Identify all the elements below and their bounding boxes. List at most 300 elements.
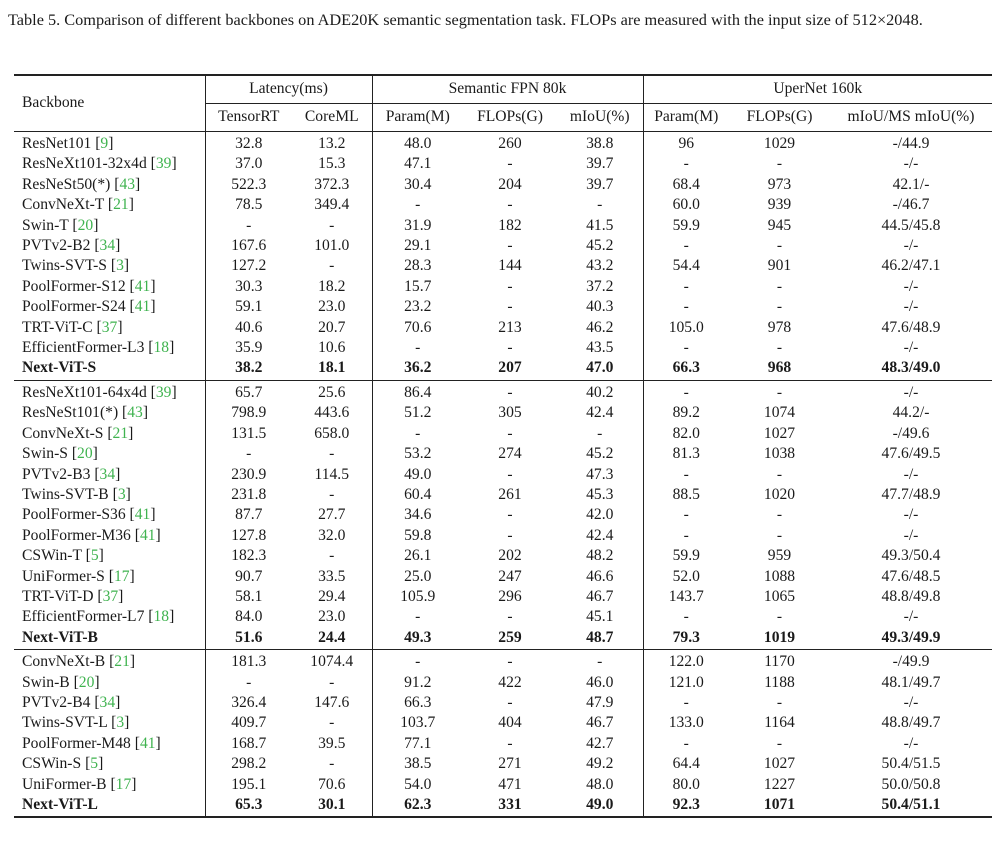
value-cell: 127.8 [205, 526, 292, 546]
value-cell: -/44.9 [892, 135, 930, 152]
value-cell: 45.3 [586, 485, 614, 503]
value-cell: 30.4 [372, 175, 463, 195]
citation-link[interactable]: 41 [139, 734, 156, 752]
value-cell: 105.9 [372, 587, 463, 607]
value-cell: 40.3 [586, 298, 614, 316]
backbone-name-cell: ConvNeXt-S [21] [22, 424, 134, 442]
value-cell: - [372, 195, 463, 215]
backbone-name-cell: Twins-SVT-S [3] [22, 257, 130, 275]
backbone-name-cell: TRT-ViT-D [37] [22, 587, 124, 605]
value-cell: 25.6 [292, 380, 372, 403]
comparison-table [14, 74, 992, 818]
value-cell: 26.1 [372, 546, 463, 566]
value-cell: - [729, 380, 830, 403]
value-cell: 28.3 [372, 256, 463, 276]
value-cell: 50.4/51.1 [830, 795, 992, 817]
value-cell: 52.0 [643, 567, 729, 587]
citation-link[interactable]: 41 [134, 277, 151, 295]
value-cell: 959 [767, 547, 792, 565]
value-cell: - [776, 506, 783, 524]
value-cell: 68.4 [643, 175, 729, 195]
value-cell: 34.6 [372, 505, 463, 525]
value-cell: - [463, 380, 557, 403]
value-cell: -/- [903, 693, 919, 711]
value-cell: 105.0 [643, 318, 729, 338]
value-cell: - [643, 607, 729, 627]
value-cell: - [643, 734, 729, 754]
column-header: mIoU(%) [557, 104, 643, 132]
value-cell: 29.4 [318, 587, 346, 605]
value-cell: 27.7 [318, 506, 346, 524]
table-row [14, 526, 992, 546]
value-cell: - [205, 673, 292, 693]
value-cell: 96 [643, 132, 729, 155]
backbone-name: Twins-SVT-L [22, 714, 108, 732]
citation-link[interactable]: 18 [153, 339, 170, 357]
value-cell: - [507, 526, 513, 544]
backbone-name: EfficientFormer-L7 [22, 608, 145, 626]
value-cell: 127.2 [205, 256, 292, 276]
value-cell: 37.0 [205, 154, 292, 174]
value-cell: 64.4 [643, 754, 729, 774]
backbone-name: EfficientFormer-L3 [22, 339, 145, 357]
backbone-name: ResNeSt101(*) [22, 404, 119, 422]
backbone-name: Twins-SVT-S [22, 257, 107, 275]
group-header-semantic-fpn: Semantic FPN 80k [372, 75, 643, 104]
value-cell: 35.9 [205, 338, 292, 358]
value-cell: 87.7 [205, 505, 292, 525]
value-cell: 101.0 [314, 237, 350, 255]
backbone-name-cell [14, 628, 205, 650]
value-cell: 70.6 [318, 775, 346, 793]
citation-link[interactable]: 34 [99, 465, 116, 483]
value-cell: 54.4 [643, 256, 729, 276]
table-row [14, 358, 992, 380]
value-cell: 89.2 [643, 403, 729, 423]
backbone-name-cell: ConvNeXt-T [21] [22, 196, 134, 214]
value-cell: - [372, 424, 463, 444]
backbone-name: PVTv2-B4 [22, 693, 91, 711]
value-cell: 114.5 [314, 465, 349, 483]
value-cell: 372.3 [314, 175, 350, 193]
value-cell: 144 [498, 257, 522, 275]
table-row [14, 424, 992, 444]
backbone-name-cell: PVTv2-B3 [34] [22, 465, 121, 483]
value-cell: 122.0 [643, 650, 729, 673]
table-row [14, 505, 992, 525]
value-cell: 1038 [763, 445, 796, 463]
table-row [14, 465, 992, 485]
value-cell: 47.6/48.5 [881, 567, 941, 585]
table-row [14, 734, 992, 754]
value-cell: -/- [903, 734, 919, 752]
citation-link[interactable]: 9 [100, 135, 109, 152]
value-cell: 182.3 [205, 546, 292, 566]
column-header: Param(M) [372, 104, 463, 132]
citation-link[interactable]: 21 [114, 653, 130, 671]
citation-link[interactable]: 20 [78, 673, 95, 691]
citation-link[interactable]: 34 [99, 693, 116, 711]
value-cell: - [776, 277, 783, 295]
value-cell: 42.0 [586, 506, 614, 524]
value-cell: 51.6 [205, 628, 292, 650]
value-cell: 86.4 [372, 380, 463, 403]
value-cell: 404 [498, 714, 522, 732]
backbone-name-cell: ResNeXt101-64x4d [39] [14, 380, 205, 403]
value-cell: 49.2 [586, 755, 614, 773]
table-row [14, 485, 992, 505]
value-cell: 77.1 [372, 734, 463, 754]
backbone-name-cell: EfficientFormer-L7 [18] [22, 608, 175, 626]
value-cell: 274 [498, 445, 522, 463]
value-cell: 65.7 [205, 380, 292, 403]
value-cell: 45.1 [586, 608, 614, 626]
value-cell: 147.6 [314, 693, 350, 711]
value-cell: 20.7 [318, 318, 346, 336]
backbone-name: Next-ViT-L [22, 796, 98, 813]
value-cell: 167.6 [205, 236, 292, 256]
value-cell: 131.5 [205, 424, 292, 444]
table-row [14, 132, 992, 155]
value-cell: 1027 [763, 755, 796, 773]
value-cell: -/- [903, 237, 919, 255]
value-cell: - [776, 237, 783, 255]
table-row [14, 693, 992, 713]
citation-link[interactable]: 37 [101, 318, 118, 336]
table-row [14, 380, 992, 403]
value-cell: -/- [830, 380, 992, 403]
citation-link[interactable]: 3 [116, 257, 124, 275]
value-cell: 47.6/49.5 [881, 445, 941, 463]
value-cell: 79.3 [643, 628, 729, 650]
value-cell: 18.2 [318, 277, 346, 295]
value-cell: 49.3/49.9 [881, 628, 941, 646]
value-cell: 47.6/48.9 [881, 318, 941, 336]
backbone-name: CSWin-T [22, 547, 82, 565]
value-cell: - [507, 237, 513, 255]
value-cell: - [643, 465, 729, 485]
table-row [14, 175, 992, 195]
backbone-name: TRT-ViT-D [22, 587, 94, 605]
table-row [14, 650, 992, 673]
backbone-name: UniFormer-B [22, 775, 107, 793]
value-cell: - [507, 424, 513, 442]
value-cell: - [643, 236, 729, 256]
value-cell: - [329, 755, 335, 773]
citation-link[interactable]: 20 [77, 216, 94, 234]
value-cell: 471 [498, 775, 522, 793]
column-header: CoreML [292, 104, 372, 132]
value-cell: - [329, 714, 335, 732]
value-cell: 182 [498, 216, 522, 234]
backbone-name-cell: TRT-ViT-C [37] [22, 318, 123, 336]
value-cell: - [507, 693, 513, 711]
citation-link[interactable]: 43 [119, 175, 136, 193]
value-cell: 49.0 [557, 795, 643, 817]
citation-link[interactable]: 41 [134, 298, 151, 316]
table-row [14, 338, 992, 358]
value-cell: 409.7 [205, 713, 292, 733]
citation-link[interactable]: 43 [127, 404, 143, 422]
backbone-name-cell: PoolFormer-S24 [41] [22, 298, 156, 316]
value-cell: - [372, 650, 463, 673]
value-cell: 945 [767, 216, 792, 234]
table-row [14, 587, 992, 607]
value-cell: - [205, 216, 292, 236]
backbone-name-cell: PoolFormer-S12 [41] [22, 277, 156, 295]
citation-link[interactable]: 5 [90, 755, 99, 773]
backbone-name-cell: PoolFormer-S36 [41] [22, 506, 156, 524]
value-cell: 45.2 [586, 445, 614, 463]
value-cell: 658.0 [314, 424, 350, 442]
table-row [14, 775, 992, 795]
value-cell: 42.4 [586, 526, 614, 544]
value-cell: 88.5 [643, 485, 729, 505]
backbone-header: Backbone [14, 75, 205, 132]
value-cell: -/- [903, 526, 919, 544]
value-cell: 195.1 [205, 775, 292, 795]
backbone-name: ResNeXt101-64x4d [22, 383, 147, 401]
citation-link[interactable]: 39 [155, 155, 172, 173]
value-cell: 247 [498, 567, 522, 585]
value-cell: 84.0 [205, 607, 292, 627]
value-cell: - [507, 734, 513, 752]
value-cell: 46.7 [586, 714, 614, 732]
citation-link[interactable]: 20 [77, 445, 93, 463]
citation-link[interactable]: 34 [99, 237, 116, 255]
value-cell: 1227 [763, 775, 796, 793]
table-row [14, 444, 992, 464]
value-cell: - [597, 196, 603, 214]
backbone-name-cell: PVTv2-B4 [34] [22, 693, 121, 711]
value-cell: 41.5 [586, 216, 614, 234]
column-header: Param(M) [643, 104, 729, 132]
value-cell: 331 [463, 795, 557, 817]
backbone-name: Next-ViT-B [22, 628, 98, 646]
backbone-name: ResNeSt50(*) [22, 175, 111, 193]
backbone-name-cell: Twins-SVT-L [3] [22, 714, 130, 732]
backbone-name-cell [14, 358, 205, 380]
value-cell: - [643, 154, 729, 174]
table-row [14, 195, 992, 215]
value-cell: 70.6 [372, 318, 463, 338]
value-cell: 1020 [763, 485, 796, 503]
citation-link[interactable]: 17 [115, 775, 132, 793]
value-cell: -/46.7 [892, 196, 930, 214]
value-cell: 36.2 [372, 358, 463, 380]
value-cell: 1027 [763, 424, 796, 442]
value-cell: 1019 [763, 628, 796, 646]
value-cell: 231.8 [205, 485, 292, 505]
value-cell: 1071 [729, 795, 830, 817]
value-cell: - [329, 216, 335, 234]
column-header: TensorRT [205, 104, 292, 132]
value-cell: 349.4 [314, 196, 350, 214]
value-cell: 15.7 [372, 277, 463, 297]
value-cell: 305 [498, 404, 522, 422]
table-row [14, 607, 992, 627]
value-cell: - [776, 526, 783, 544]
backbone-name-cell: Swin-B [20] [22, 673, 100, 691]
value-cell: 326.4 [205, 693, 292, 713]
value-cell: 1074.4 [292, 650, 372, 673]
value-cell: 901 [767, 257, 792, 275]
citation-link[interactable]: 41 [139, 526, 156, 544]
table-row [14, 795, 992, 817]
value-cell: 46.2/47.1 [881, 257, 941, 275]
value-cell: 103.7 [372, 713, 463, 733]
value-cell: 133.0 [643, 713, 729, 733]
value-cell: - [597, 424, 603, 442]
value-cell: 259 [498, 628, 522, 646]
value-cell: - [507, 506, 513, 524]
value-cell: - [463, 650, 557, 673]
backbone-name-cell: ResNeSt50(*) [43] [22, 175, 141, 193]
value-cell: 42.4 [586, 404, 614, 422]
backbone-name: UniFormer-S [22, 567, 105, 585]
table-row [14, 673, 992, 693]
citation-link[interactable]: 18 [153, 608, 170, 626]
value-cell: 39.7 [586, 175, 614, 193]
value-cell: 13.2 [318, 135, 346, 152]
table-group-large [14, 650, 992, 818]
value-cell: 1088 [763, 567, 796, 585]
backbone-name: Twins-SVT-B [22, 485, 109, 503]
value-cell: 32.8 [205, 132, 292, 155]
value-cell: 46.6 [586, 567, 614, 585]
table-row [14, 256, 992, 276]
citation-link[interactable]: 5 [90, 547, 99, 565]
value-cell: 207 [498, 359, 522, 377]
value-cell: 58.1 [205, 587, 292, 607]
value-cell: 939 [767, 196, 792, 214]
value-cell: - [643, 277, 729, 297]
backbone-name: Next-ViT-S [22, 359, 97, 377]
value-cell: 24.4 [318, 628, 346, 646]
column-header: FLOPs(G) [463, 104, 557, 132]
backbone-name-cell: UniFormer-B [17] [22, 775, 137, 793]
value-cell: 31.9 [372, 216, 463, 236]
backbone-name: TRT-ViT-C [22, 318, 93, 336]
citation-link[interactable]: 3 [116, 714, 125, 732]
value-cell: 48.3/49.0 [881, 359, 941, 377]
value-cell: -/49.6 [892, 424, 930, 442]
value-cell: 78.5 [205, 195, 292, 215]
citation-link[interactable]: 41 [134, 506, 151, 524]
value-cell: 48.2 [586, 547, 614, 565]
value-cell: 48.7 [586, 628, 614, 646]
value-cell: 39.7 [586, 155, 614, 173]
value-cell: -/- [903, 465, 919, 483]
backbone-name: PoolFormer-S12 [22, 277, 126, 295]
value-cell: 43.5 [586, 339, 614, 357]
column-header: FLOPs(G) [729, 104, 830, 132]
citation-link[interactable]: 21 [113, 196, 129, 214]
table-group-small [14, 132, 992, 381]
value-cell: - [205, 444, 292, 464]
value-cell: 65.3 [205, 795, 292, 817]
value-cell: 45.2 [586, 237, 614, 255]
backbone-name-cell: EfficientFormer-L3 [18] [22, 339, 175, 357]
value-cell: 23.0 [318, 298, 346, 316]
table-row [14, 297, 992, 317]
value-cell: 81.3 [643, 444, 729, 464]
citation-link[interactable]: 39 [155, 383, 172, 401]
value-cell: - [507, 277, 513, 295]
value-cell: -/- [903, 608, 919, 626]
backbone-name: PoolFormer-S24 [22, 298, 126, 316]
value-cell: 1065 [763, 587, 796, 605]
value-cell: - [776, 339, 783, 357]
value-cell: - [329, 445, 335, 463]
backbone-name-cell: PoolFormer-M36 [41] [22, 526, 161, 544]
value-cell: - [329, 673, 335, 691]
value-cell: - [776, 734, 783, 752]
value-cell: 30.1 [292, 795, 372, 817]
table-row [14, 713, 992, 733]
value-cell: 260 [498, 135, 522, 152]
table-row [14, 754, 992, 774]
backbone-name: PoolFormer-S36 [22, 506, 126, 524]
table-row [14, 154, 992, 174]
value-cell: 978 [767, 318, 792, 336]
citation-link[interactable]: 37 [102, 587, 119, 605]
value-cell: 18.1 [318, 359, 346, 377]
value-cell: 33.5 [318, 567, 346, 585]
value-cell: - [776, 693, 783, 711]
value-cell: 82.0 [643, 424, 729, 444]
value-cell: 121.0 [643, 673, 729, 693]
value-cell: 59.1 [205, 297, 292, 317]
backbone-name: ResNet101 [22, 135, 92, 152]
value-cell: 973 [767, 175, 792, 193]
value-cell: 204 [498, 175, 522, 193]
table-row [14, 216, 992, 236]
value-cell: 48.8/49.8 [881, 587, 941, 605]
table-group-base [14, 380, 992, 649]
value-cell: - [507, 608, 513, 626]
backbone-name: PoolFormer-M36 [22, 526, 131, 544]
column-header: mIoU/MS mIoU(%) [830, 104, 992, 132]
backbone-name-cell [14, 795, 205, 817]
backbone-name-cell: ResNeSt101(*) [43] [22, 404, 149, 422]
value-cell: - [643, 338, 729, 358]
table-row [14, 628, 992, 650]
backbone-name: PoolFormer-M48 [22, 734, 131, 752]
backbone-name: ConvNeXt-T [22, 196, 105, 214]
value-cell: - [776, 608, 783, 626]
value-cell: - [776, 465, 783, 483]
value-cell: - [643, 693, 729, 713]
value-cell: 66.3 [643, 358, 729, 380]
group-header-upernet: UperNet 160k [643, 75, 992, 104]
value-cell: 59.8 [372, 526, 463, 546]
value-cell: 143.7 [643, 587, 729, 607]
citation-link[interactable]: 21 [112, 424, 129, 442]
value-cell: 47.3 [586, 465, 614, 483]
table-row [14, 567, 992, 587]
value-cell: 50.4/51.5 [881, 755, 941, 773]
value-cell: - [507, 155, 513, 173]
value-cell: 47.9 [586, 693, 614, 711]
citation-link[interactable]: 17 [113, 567, 130, 585]
value-cell: 1074 [763, 404, 796, 422]
value-cell: 60.0 [643, 195, 729, 215]
value-cell: 47.0 [586, 359, 614, 377]
citation-link[interactable]: 3 [117, 485, 126, 503]
value-cell: 54.0 [372, 775, 463, 795]
backbone-name: Swin-S [22, 445, 68, 463]
